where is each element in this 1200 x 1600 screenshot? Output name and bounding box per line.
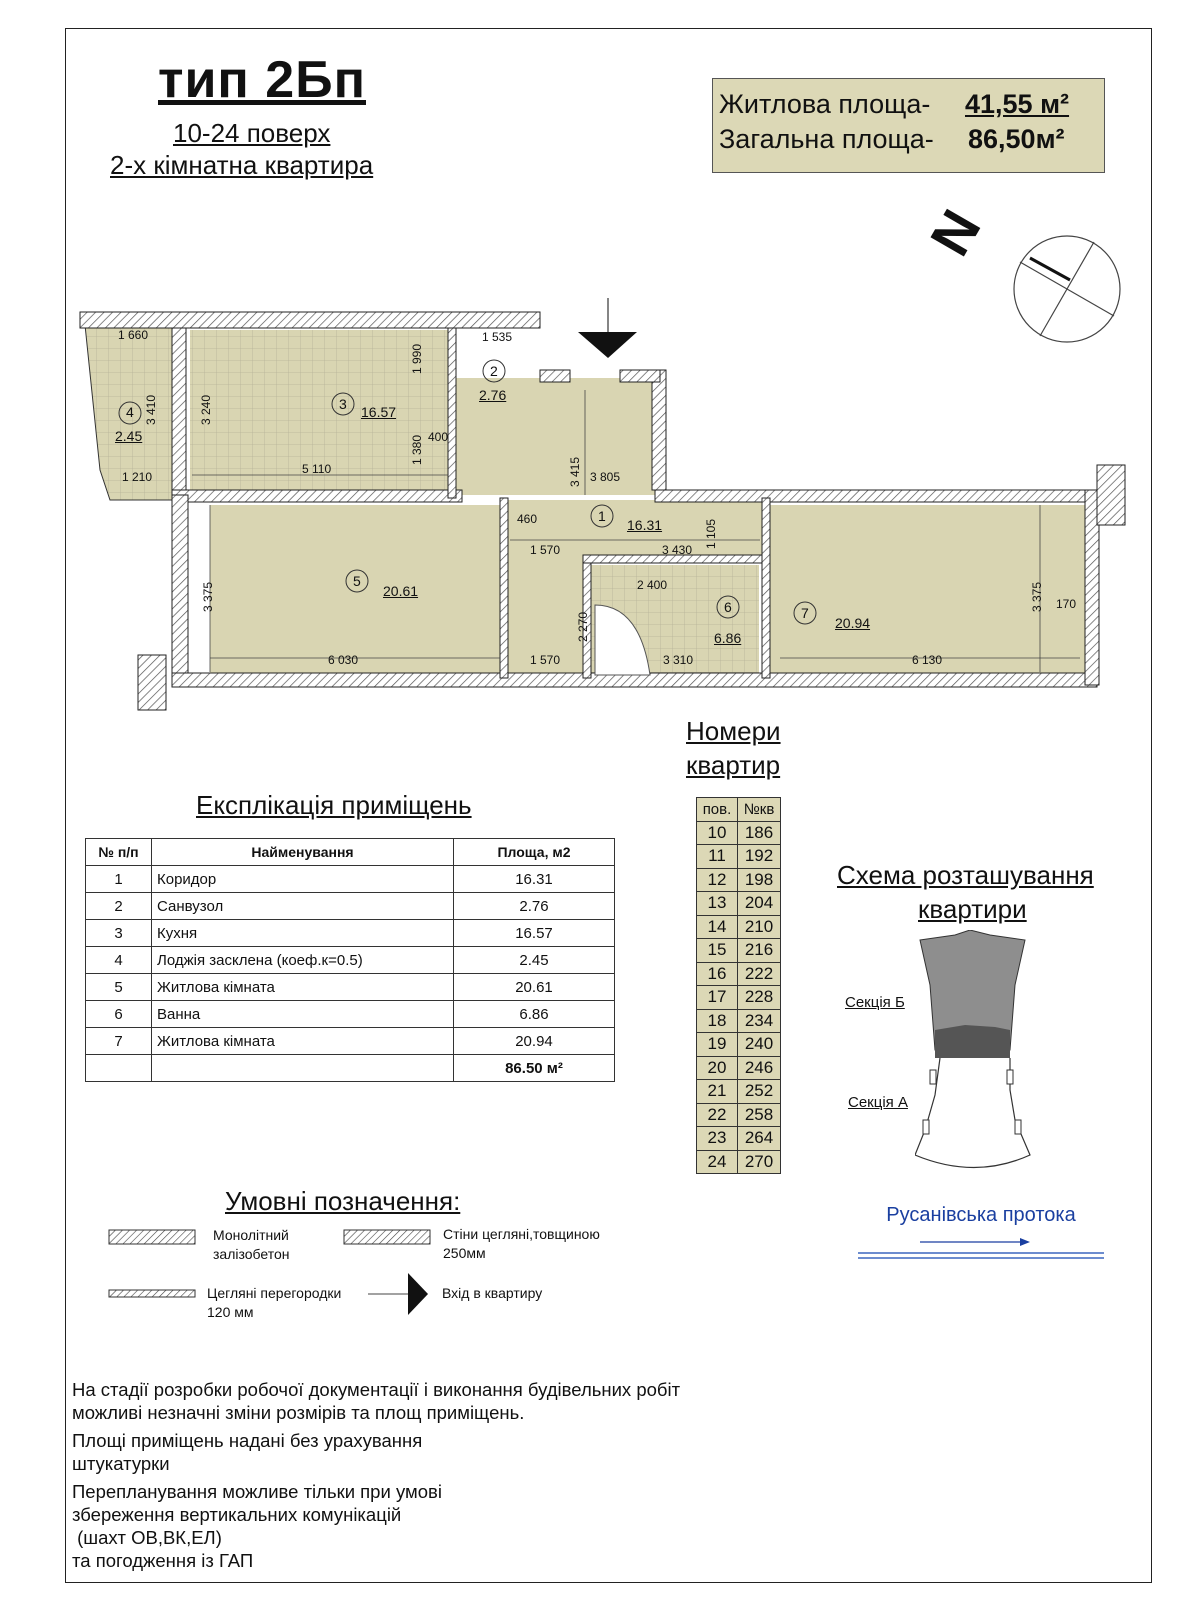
dimension-label: 1 210: [122, 470, 153, 484]
note-text: штукатурки: [72, 1453, 170, 1474]
table-row: [697, 939, 781, 963]
table-row: [697, 1033, 781, 1057]
note-text: Площі приміщень надані без урахування: [72, 1430, 423, 1451]
room-area: 16.57: [454, 920, 615, 947]
table-row: [86, 947, 615, 974]
column-header: Площа, м2: [454, 839, 615, 866]
apartment-number: 222: [738, 962, 781, 986]
dimension-label: 3 310: [663, 653, 694, 667]
apartment-number: 198: [738, 868, 781, 892]
dimension-label: 3 410: [144, 394, 159, 426]
floors-range: 10-24 поверх: [173, 118, 331, 148]
partition-icon: [105, 1287, 200, 1301]
row-number: 6: [86, 1001, 152, 1028]
dimension-label: 1 535: [482, 330, 513, 344]
column-header: пов.: [697, 798, 738, 822]
legend-text: залізобетон: [213, 1246, 290, 1262]
entrance-arrow-icon: [368, 1271, 430, 1317]
column-header: № п/п: [86, 839, 152, 866]
floor-number: 22: [697, 1103, 738, 1127]
legend-text: 120 мм: [207, 1304, 254, 1320]
living-area-value: 41,55 м²: [965, 89, 1070, 119]
floor-plan: [0, 0, 1200, 760]
legend-item: [213, 1226, 290, 1264]
room-area: 2.45: [454, 947, 615, 974]
note-text: (шахт ОВ,ВК,ЕЛ): [72, 1527, 222, 1548]
room-number: 3: [339, 396, 347, 412]
total-row: [86, 1055, 615, 1082]
room-area: 20.61: [454, 974, 615, 1001]
apartment-number: 246: [738, 1056, 781, 1080]
floor-number: 16: [697, 962, 738, 986]
room-name: Коридор: [152, 866, 454, 893]
apartment-numbers-table: [696, 797, 781, 1174]
room-number: 6: [724, 599, 732, 615]
total-area-label: Загальна площа-: [719, 124, 934, 154]
table-row: [697, 1103, 781, 1127]
dimension-label: 6 130: [912, 653, 943, 667]
dimension-label: 3 375: [201, 581, 216, 613]
table-row: [697, 821, 781, 845]
room-area: 2.76: [454, 893, 615, 920]
section-b-label: Секція Б: [845, 994, 905, 1011]
brick-wall-icon: [340, 1226, 435, 1248]
room-number: 7: [801, 605, 809, 621]
table-row: [86, 920, 615, 947]
room-name: Ванна: [152, 1001, 454, 1028]
legend-text: Монолітний: [213, 1227, 289, 1243]
building-scheme: [915, 930, 1035, 1180]
table-row: [697, 962, 781, 986]
apartment-number: 192: [738, 845, 781, 869]
room-number: 5: [353, 573, 361, 589]
legend-text: Цегляні перегородки: [207, 1285, 342, 1301]
apartment-number: 186: [738, 821, 781, 845]
concrete-hatch-icon: [105, 1226, 200, 1248]
section-a-label: Секція А: [848, 1094, 908, 1111]
floor-number: 12: [697, 868, 738, 892]
room-number: 4: [126, 404, 134, 420]
dimension-label: 2 400: [637, 578, 668, 592]
note-text: Перепланування можливе тільки при умові: [72, 1481, 442, 1502]
apartment-number: 258: [738, 1103, 781, 1127]
dimension-label: 2 270: [576, 611, 591, 643]
room-area: 20.94: [835, 615, 871, 631]
floor-number: 15: [697, 939, 738, 963]
table-row: [86, 974, 615, 1001]
room-area: 2.76: [479, 387, 507, 403]
note-text: На стадії розробки робочої документації і виконання будівельних робіт: [72, 1379, 681, 1400]
floor-number: 13: [697, 892, 738, 916]
room-area: 16.31: [454, 866, 615, 893]
dimension-label: 1 105: [704, 518, 719, 550]
floor-number: 11: [697, 845, 738, 869]
room-area: 16.31: [627, 517, 663, 533]
floor-number: 17: [697, 986, 738, 1010]
apartment-number: 204: [738, 892, 781, 916]
apartment-number: 228: [738, 986, 781, 1010]
row-number: 3: [86, 920, 152, 947]
row-number: 5: [86, 974, 152, 1001]
scheme-title-2: квартири: [918, 894, 1027, 924]
scheme-title-1: Схема розташування: [837, 860, 1094, 890]
dimension-label: 1 570: [530, 653, 561, 667]
floor-number: 14: [697, 915, 738, 939]
table-row: [697, 986, 781, 1010]
room-name: Житлова кімната: [152, 1028, 454, 1055]
legend-item: [443, 1225, 600, 1263]
dimension-label: 1 990: [410, 343, 425, 375]
floor-number: 24: [697, 1150, 738, 1174]
dimension-label: 400: [428, 430, 449, 444]
dimension-label: 1 380: [410, 434, 425, 466]
dimension-label: 1 570: [530, 543, 561, 557]
apartment-number: 270: [738, 1150, 781, 1174]
room-area: 20.94: [454, 1028, 615, 1055]
apartment-number: 216: [738, 939, 781, 963]
table-row: [697, 868, 781, 892]
room-area: 16.57: [361, 404, 397, 420]
dimension-label: 170: [1056, 597, 1077, 611]
column-header: Найменування: [152, 839, 454, 866]
floor-number: 10: [697, 821, 738, 845]
table-row: [86, 893, 615, 920]
row-number: 7: [86, 1028, 152, 1055]
legend-text: 250мм: [443, 1245, 486, 1261]
living-area-label: Житлова площа-: [719, 89, 931, 119]
floor-number: 21: [697, 1080, 738, 1104]
table-row: [697, 915, 781, 939]
table-row: [86, 866, 615, 893]
room-name: Санвузол: [152, 893, 454, 920]
table-row: [697, 845, 781, 869]
floor-number: 19: [697, 1033, 738, 1057]
dimension-label: 3 375: [1030, 581, 1045, 613]
room-name: Кухня: [152, 920, 454, 947]
room-area: 20.61: [383, 583, 419, 599]
total-area: 86.50 м²: [454, 1055, 615, 1082]
legend-text: Стіни цегляні,товщиною: [443, 1226, 600, 1242]
note-text: та погодження із ГАП: [72, 1550, 254, 1571]
explication-table: [85, 838, 615, 1082]
dimension-label: 3 240: [199, 394, 214, 426]
row-number: 4: [86, 947, 152, 974]
room-area: 6.86: [714, 630, 742, 646]
apartment-number: 264: [738, 1127, 781, 1151]
room-number: 2: [490, 363, 498, 379]
table-row: [697, 1127, 781, 1151]
river-indicator: [858, 1204, 1104, 1262]
table-row: [697, 1009, 781, 1033]
apartment-numbers-title-1: Номери: [686, 716, 781, 746]
apartment-number: 252: [738, 1080, 781, 1104]
plan-type-title: тип 2Бп: [158, 51, 366, 109]
floor-number: 20: [697, 1056, 738, 1080]
dimension-label: 3 430: [662, 543, 693, 557]
notes: [72, 1378, 680, 1577]
apartment-numbers-title-2: квартир: [686, 750, 781, 780]
room-name: Житлова кімната: [152, 974, 454, 1001]
legend-title: Умовні позначення:: [225, 1186, 461, 1216]
explication-title: Експлікація приміщень: [196, 790, 472, 820]
table-row: [86, 1028, 615, 1055]
room-area: 6.86: [454, 1001, 615, 1028]
apartment-number: 234: [738, 1009, 781, 1033]
apartment-type: 2-х кімнатна квартира: [110, 150, 374, 180]
note-text: збереження вертикальних комунікацій: [72, 1504, 402, 1525]
river-flow-icon: [858, 1227, 1104, 1261]
river-label: Русанівська протока: [886, 1204, 1076, 1226]
dimension-label: 460: [517, 512, 538, 526]
floor-number: 18: [697, 1009, 738, 1033]
apartment-number: 210: [738, 915, 781, 939]
dimension-label: 5 110: [302, 462, 332, 476]
floor-number: 23: [697, 1127, 738, 1151]
dimension-label: 3 805: [590, 470, 621, 484]
column-header: №кв: [738, 798, 781, 822]
dimension-label: 1 660: [118, 328, 149, 342]
table-row: [697, 1150, 781, 1174]
row-number: 1: [86, 866, 152, 893]
room-area: 2.45: [115, 428, 143, 444]
total-area-value: 86,50м²: [968, 124, 1065, 154]
row-number: 2: [86, 893, 152, 920]
table-row: [86, 1001, 615, 1028]
dimension-label: 3 415: [568, 456, 583, 488]
table-row: [697, 892, 781, 916]
table-row: [697, 1056, 781, 1080]
room-name: Лоджія засклена (коеф.к=0.5): [152, 947, 454, 974]
legend-item: Вхід в квартиру: [442, 1285, 543, 1301]
table-row: [697, 1080, 781, 1104]
room-number: 1: [598, 508, 606, 524]
apartment-number: 240: [738, 1033, 781, 1057]
legend-item: [207, 1284, 341, 1322]
dimension-label: 6 030: [328, 653, 359, 667]
north-label: N: [917, 199, 993, 266]
note-text: можливі незначні зміни розмірів та площ приміщень.: [72, 1402, 525, 1423]
